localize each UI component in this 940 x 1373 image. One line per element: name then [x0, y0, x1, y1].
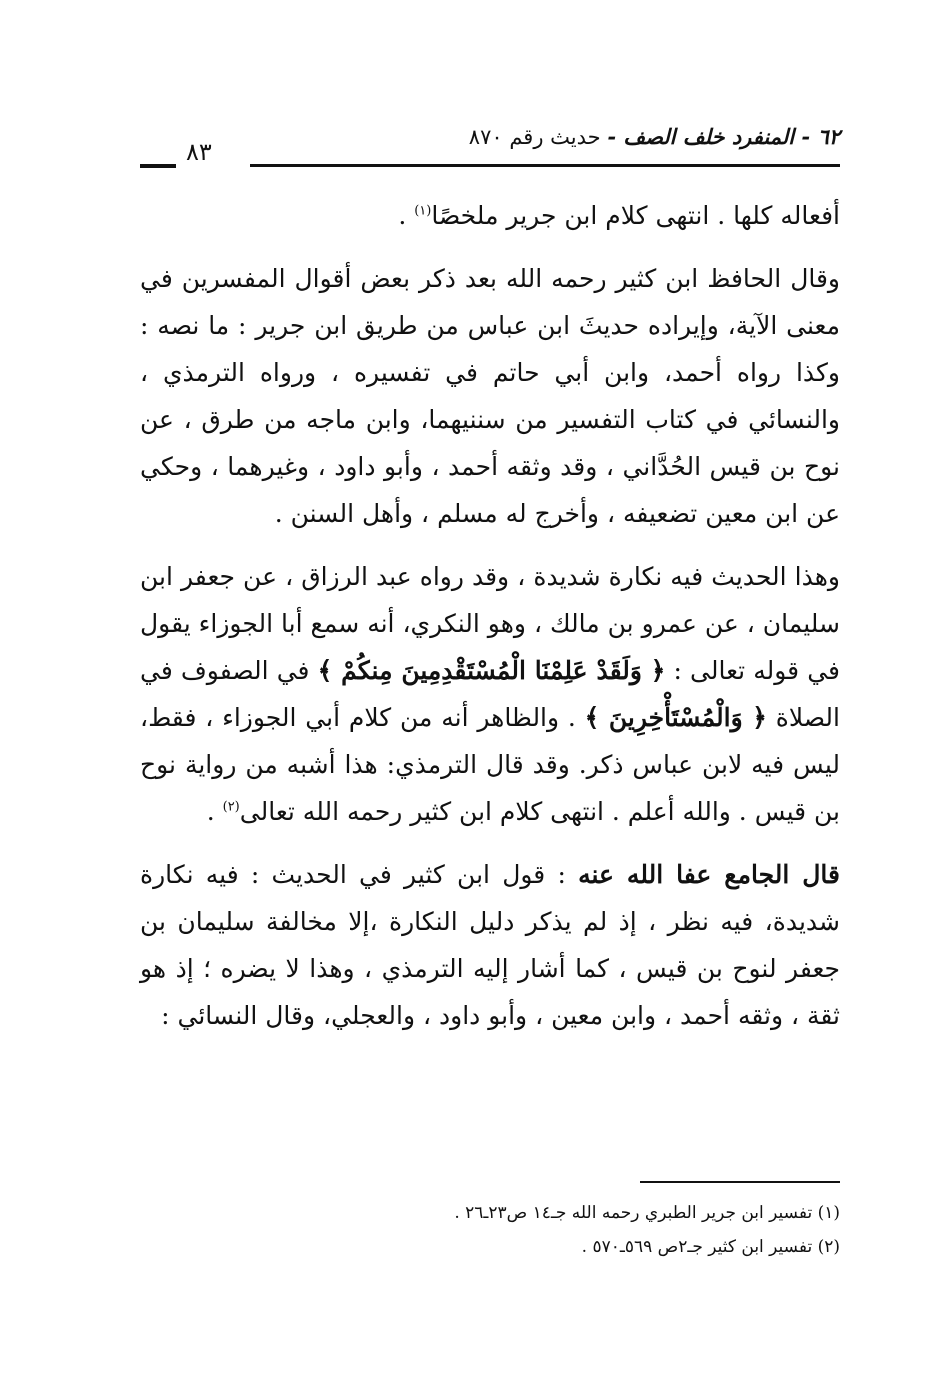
paragraph-1 — [140, 192, 840, 239]
compiler-heading: قال الجامع عفا الله عنه — [578, 860, 840, 889]
book-section-title: ٦٢ - المنفرد خلف الصف - — [607, 124, 840, 149]
header-dash — [140, 164, 176, 168]
page-header — [140, 118, 840, 184]
quran-verse-1: ﴿ وَلَقَدْ عَلِمْنَا الْمُسْتَقْدِمِينَ مِنكُمْ ﴾ — [317, 656, 666, 685]
paragraph-3-text-c: . والظاهر أنه من كلام أبي الجوزاء ، فقط، ليس فيه لابن عباس ذكر. وقد قال الترمذي: هذا أشبه من رواية نوح بن قيس . والله أعلم . انتهى كلام ابن كثير رحمه الله تعالى — [140, 703, 840, 826]
header-rule — [250, 164, 840, 167]
footnote-ref-1[interactable]: (١) — [414, 203, 432, 219]
paragraph-4 — [140, 851, 840, 1039]
paragraph-3-text-b: في الصفوف في الصلاة — [140, 656, 840, 732]
paragraph-3-end: . — [206, 797, 223, 826]
paragraph-1-text: أفعاله كلها . انتهى كلام ابن جرير ملخصًا — [431, 201, 840, 230]
main-text — [140, 192, 840, 1055]
page-number: ٨٣ — [186, 138, 212, 166]
running-title — [469, 124, 840, 149]
paragraph-3 — [140, 553, 840, 835]
paragraph-1-end: . — [398, 201, 415, 230]
footnote-2: (٢) تفسير ابن كثير جـ٢ص ٥٦٩ـ٥٧٠ . — [581, 1237, 840, 1257]
footnote-separator — [640, 1181, 840, 1183]
hadith-number: حديث رقم ٨٧٠ — [468, 125, 601, 149]
footnotes — [140, 1196, 840, 1264]
paragraph-4-text: : قول ابن كثير في الحديث : فيه نكارة شديدة، فيه نظر ، إذ لم يذكر دليل النكارة ،إلا مخالفة سليمان بن جعفر لنوح بن قيس ، كما أشار إليه الترمذي ، وهذا لا يضره ؛ إذ هو ثقة ، وثقه أحمد ، وابن معين ، وأبو داود ، والعجلي، وقال النسائي : — [140, 860, 840, 1030]
footnote-1: (١) تفسير ابن جرير الطبري رحمه الله جـ١٤ ص٢٣ـ٢٦ . — [454, 1203, 840, 1223]
footnote-ref-2[interactable]: (٢) — [222, 799, 240, 815]
paragraph-2: وقال الحافظ ابن كثير رحمه الله بعد ذكر بعض أقوال المفسرين في معنى الآية، وإيراده حديثَ ابن عباس من طريق ابن جرير : ما نصه : وكذا رواه أحمد، وابن أبي حاتم في تفسيره ، ورواه الترمذي ، والنسائي في كتاب التفسير من سننيهما، وابن ماجه من طرق ، عن نوح بن قيس الحُدَّاني ، وقد وثقه أحمد ، وأبو داود ، وغيرهما ، وحكي عن ابن معين تضعيفه ، وأخرج له مسلم ، وأهل السنن . — [140, 264, 840, 528]
quran-verse-2: ﴿ وَالْمُسْتَأْخِرِينَ ﴾ — [584, 703, 767, 732]
paragraph-3-text-a: وهذا الحديث فيه نكارة شديدة ، وقد رواه عبد الرزاق ، عن جعفر ابن سليمان ، عن عمرو بن مالك ، وهو النكري، أنه سمع أبا الجوزاء يقول في قوله تعالى : — [140, 562, 841, 685]
